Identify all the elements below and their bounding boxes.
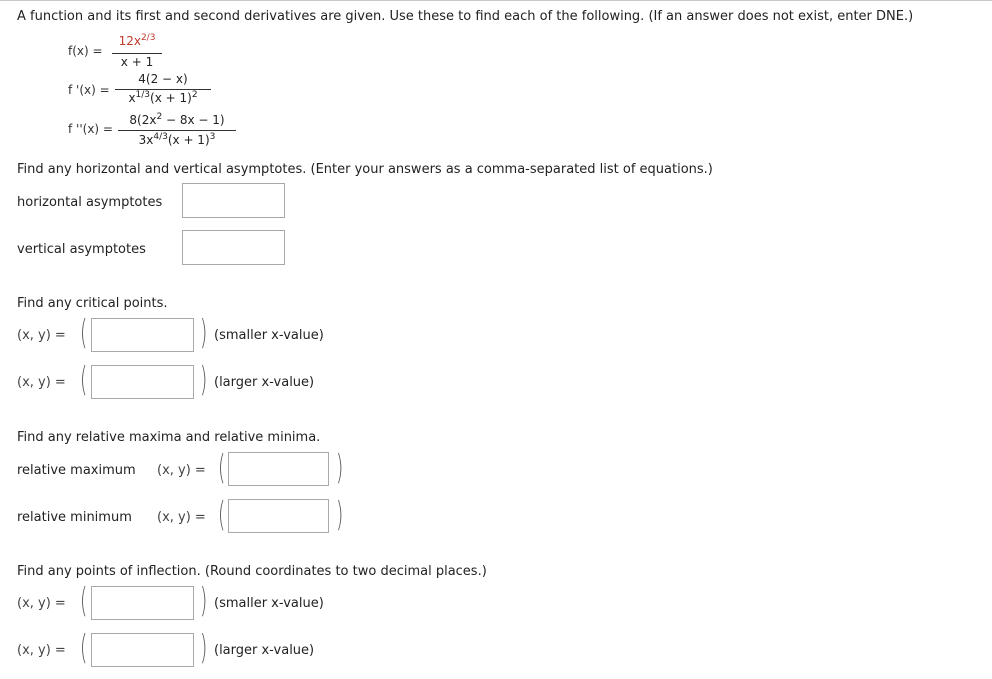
f-numerator	[112, 34, 162, 48]
critical-1-open-paren: (	[80, 313, 88, 353]
inflection-1-open-paren: (	[80, 581, 88, 621]
relative-minimum-input[interactable]	[228, 499, 329, 533]
inflection-point-smaller-input[interactable]	[91, 586, 194, 620]
min-xy-label: (x, y) =	[157, 510, 206, 525]
relative-minimum-label: relative minimum	[17, 510, 132, 525]
fpp-numerator	[118, 113, 236, 127]
critical-point-larger-input[interactable]	[91, 365, 194, 399]
fp-den-base: x	[128, 91, 136, 105]
fpp-den-b-exp: 3	[209, 132, 216, 142]
fpp-label: f ''(x) =	[68, 122, 113, 136]
relative-maximum-input[interactable]	[228, 452, 329, 486]
fp-den-rest-exp: 2	[191, 90, 198, 100]
f-denominator: x + 1	[120, 55, 154, 69]
fpp-den-a: 3x	[138, 133, 154, 147]
critical-1-close-paren: )	[200, 313, 208, 353]
extrema-prompt: Find any relative maxima and relative minima.	[17, 430, 321, 445]
critical-smaller-note: (smaller x-value)	[214, 328, 324, 343]
inflection-2-xy-label: (x, y) =	[17, 643, 66, 658]
critical-prompt: Find any critical points.	[17, 296, 168, 311]
relative-maximum-label: relative maximum	[17, 463, 136, 478]
vertical-asymptotes-label: vertical asymptotes	[17, 242, 146, 257]
inflection-smaller-note: (smaller x-value)	[214, 596, 324, 611]
fpp-den-b: (x + 1)	[167, 133, 210, 147]
vertical-asymptotes-input[interactable]	[182, 230, 285, 265]
fpp-num-b: − 8x − 1)	[162, 113, 225, 127]
fpp-num-exp: 2	[156, 112, 163, 122]
inflection-2-close-paren: )	[200, 628, 208, 668]
fpp-den-exp: 4/3	[153, 132, 168, 142]
inflection-point-larger-input[interactable]	[91, 633, 194, 667]
fpp-num-a: 8(2x	[129, 113, 157, 127]
fp-denominator	[115, 91, 211, 105]
min-open-paren: (	[218, 495, 226, 535]
fp-label: f '(x) =	[68, 83, 110, 97]
critical-2-open-paren: (	[80, 360, 88, 400]
inflection-1-xy-label: (x, y) =	[17, 596, 66, 611]
min-close-paren: )	[336, 495, 344, 535]
critical-1-xy-label: (x, y) =	[17, 328, 66, 343]
inflection-larger-note: (larger x-value)	[214, 643, 315, 658]
asymptotes-prompt: Find any horizontal and vertical asymptotes. (Enter your answers as a comma-separated list of equations.)	[17, 162, 713, 177]
inflection-prompt: Find any points of inflection. (Round coordinates to two decimal places.)	[17, 564, 487, 579]
inflection-2-open-paren: (	[80, 628, 88, 668]
horizontal-asymptotes-label: horizontal asymptotes	[17, 195, 163, 210]
top-divider	[0, 0, 992, 1]
max-open-paren: (	[218, 448, 226, 488]
fp-numerator: 4(2 − x)	[138, 72, 188, 86]
horizontal-asymptotes-input[interactable]	[182, 183, 285, 218]
fp-den-exp: 1/3	[135, 90, 151, 100]
fpp-denominator	[118, 133, 236, 147]
max-xy-label: (x, y) =	[157, 463, 206, 478]
critical-larger-note: (larger x-value)	[214, 375, 315, 390]
critical-point-smaller-input[interactable]	[91, 318, 194, 352]
f-label: f(x) =	[68, 44, 103, 58]
critical-2-xy-label: (x, y) =	[17, 375, 66, 390]
instructions: A function and its first and second derivatives are given. Use these to find each of the following. (If an answer does not exist, enter DNE.)	[17, 9, 914, 24]
fpp-fraction-bar	[118, 130, 236, 131]
fp-den-rest: (x + 1)	[150, 91, 192, 105]
f-num-coef: 12x	[118, 34, 141, 48]
f-fraction-bar	[112, 53, 162, 54]
max-close-paren: )	[336, 448, 344, 488]
critical-2-close-paren: )	[200, 360, 208, 400]
f-num-exp: 2/3	[140, 33, 156, 43]
inflection-1-close-paren: )	[200, 581, 208, 621]
